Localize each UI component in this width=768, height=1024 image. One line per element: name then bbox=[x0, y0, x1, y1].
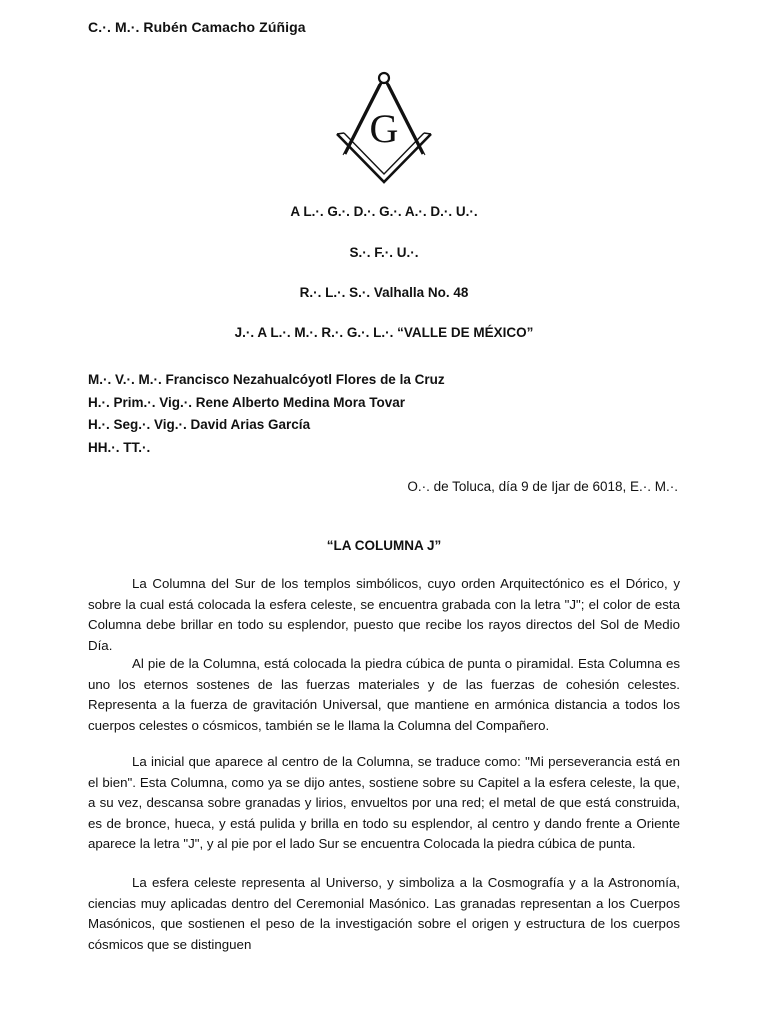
grand-lodge-line: J.·. A L.·. M.·. R.·. G.·. L.·. “VALLE DE MÉXICO” bbox=[234, 325, 534, 340]
square-and-compasses-icon bbox=[334, 70, 434, 190]
paragraph-3: La inicial que aparece al centro de la Columna, se traduce como: "Mi perseverancia está en el bien". Esta Columna, como ya se dijo antes, sostiene sobre su Capitel a la esfera celeste, la que, a su vez, descansa sobre granadas y lirios, envueltos por una red; el metal de que está construida, es de bronce, hueca, y está pulida y brilla en todo su esplendor, al centro y dando frente a Oriente aparece la letra "J", y al pie por el lado Sur se encuentra Colocada la piedra cúbica de punta. bbox=[88, 754, 680, 851]
officer-brethren: HH.·. TT.·. bbox=[88, 439, 151, 455]
invocation-line-1: A L.·. G.·. D.·. G.·. A.·. D.·. U.·. bbox=[290, 204, 478, 219]
officers-list bbox=[88, 369, 445, 459]
officer-first-warden: H.·. Prim.·. Vig.·. Rene Alberto Medina Mora Tovar bbox=[88, 394, 406, 410]
paragraph-4: La esfera celeste representa al Universo, y simboliza a la Cosmografía y a la Astronomía, ciencias muy aplicadas dentro del Ceremonial Masónico. Las granadas representan a los Cuerpos Masónicos, que sostienen el peso de la investigación sobre el origen y estructura de los cuerpos cósmicos que se distinguen bbox=[88, 875, 680, 952]
document-title: “LA COLUMNA J” bbox=[326, 538, 442, 553]
lodge-line: R.·. L.·. S.·. Valhalla No. 48 bbox=[299, 285, 469, 300]
author-line: C.·. M.·. Rubén Camacho Zúñiga bbox=[88, 19, 306, 35]
emblem-letter: G bbox=[369, 106, 399, 151]
paragraph-2: Al pie de la Columna, está colocada la piedra cúbica de punta o piramidal. Esta Columna es uno los eternos sostenes de las fuerzas materiales y de las fuerzas de cohesión celestes. Representa a la fuerza de gravitación Universal, que mantiene en armónica distancia a todos los cuerpos celestes o cósmicos, también se le llama la Columna del Compañero. bbox=[88, 656, 680, 733]
officer-venerable-master: M.·. V.·. M.·. Francisco Nezahualcóyotl Flores de la Cruz bbox=[88, 372, 445, 387]
officer-second-warden: H.·. Seg.·. Vig.·. David Arias García bbox=[88, 417, 311, 432]
invocation-line-2: S.·. F.·. U.·. bbox=[349, 245, 419, 260]
paragraph-1: La Columna del Sur de los templos simbólicos, cuyo orden Arquitectónico es el Dórico, y sobre la cual está colocada la esfera celeste, se encuentra grabada con la letra "J"; el color de esta Columna debe brillar en todo su esplendor, puesto que recibe los rayos directos del Sol de Medio Día. bbox=[88, 576, 680, 653]
date-line: O.·. de Toluca, día 9 de Ijar de 6018, E.·. M.·. bbox=[407, 479, 678, 494]
